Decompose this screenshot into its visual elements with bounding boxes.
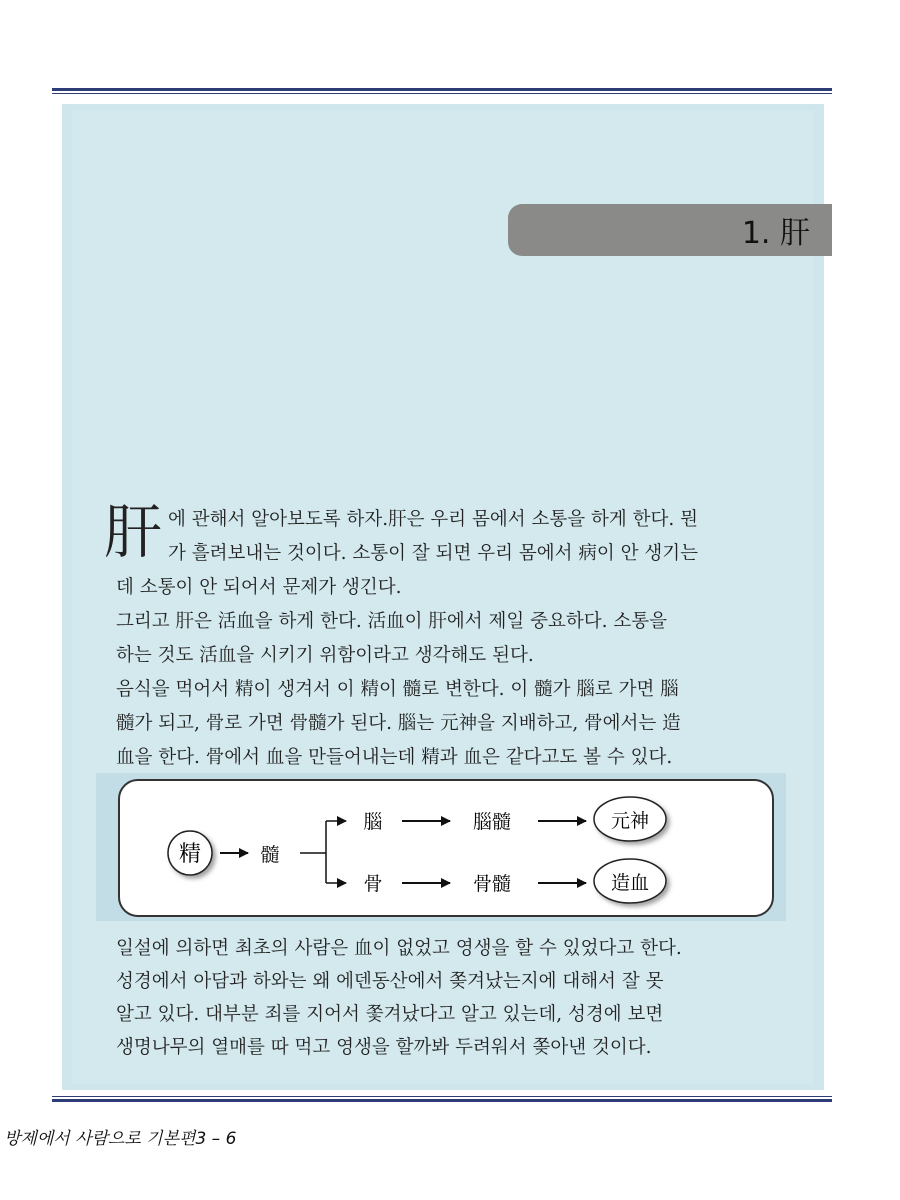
- body-text-bottom: [116, 932, 796, 1064]
- dropcap: 肝: [104, 503, 163, 566]
- paragraph-line: 생명나무의 열매를 따 먹고 영생을 할까봐 두려워서 쫒아낸 것이다.: [116, 1037, 652, 1058]
- upper-stage2: 腦髓: [472, 811, 512, 833]
- paragraph-line: 하는 것도 活血을 시키기 위함이라고 생각해도 된다.: [116, 645, 534, 666]
- lower-result-label: 造血: [610, 872, 650, 894]
- page-footer: 방제에서 사람으로 기본편3 – 6: [4, 1129, 237, 1149]
- lower-stage1: 骨: [363, 873, 383, 895]
- flow-diagram: [118, 779, 774, 917]
- bottom-rule: [52, 1096, 832, 1102]
- top-rule: [52, 88, 832, 94]
- section-heading: 1. 肝: [508, 204, 832, 256]
- paragraph-line: 데 소통이 안 되어서 문제가 생긴다.: [116, 577, 402, 598]
- body-text-top: [104, 503, 784, 775]
- paragraph-line: 그리고 肝은 活血을 하게 한다. 活血이 肝에서 제일 중요하다. 소통을: [116, 611, 667, 632]
- branch-line: [300, 821, 326, 883]
- flow-diagram-svg: [120, 781, 776, 919]
- lower-stage2: 骨髓: [472, 873, 512, 895]
- upper-stage1: 腦: [363, 811, 383, 833]
- paragraph-line: 알고 있다. 대부분 죄를 지어서 쫓겨났다고 알고 있는데, 성경에 보면: [116, 1004, 664, 1025]
- paragraph-line: 髓가 되고, 骨로 가면 骨髓가 된다. 腦는 元神을 지배하고, 骨에서는 造: [116, 713, 681, 734]
- paragraph-1: [104, 503, 784, 605]
- upper-result-label: 元神: [610, 810, 650, 832]
- paragraph-3: [104, 673, 784, 775]
- paragraph-line: 성경에서 아담과 하와는 왜 에덴동산에서 쫒겨났는지에 대해서 잘 못: [116, 971, 664, 992]
- paragraph-line: 가 흘려보내는 것이다. 소통이 잘 되면 우리 몸에서 病이 안 생기는: [168, 543, 698, 564]
- paragraph-line: 일설에 의하면 최초의 사람은 血이 없었고 영생을 할 수 있었다고 한다.: [116, 938, 682, 959]
- paragraph-line: 에 관해서 알아보도록 하자.肝은 우리 몸에서 소통을 하게 한다. 뭔: [168, 509, 698, 530]
- paragraph-2: [104, 605, 784, 673]
- paragraph-line: 血을 한다. 骨에서 血을 만들어내는데 精과 血은 같다고도 볼 수 있다.: [116, 747, 673, 768]
- start-node-label: 精: [178, 842, 202, 867]
- middle-node-label: 髓: [260, 844, 280, 866]
- paragraph-line: 음식을 먹어서 精이 생겨서 이 精이 髓로 변한다. 이 髓가 腦로 가면 腦: [116, 679, 679, 700]
